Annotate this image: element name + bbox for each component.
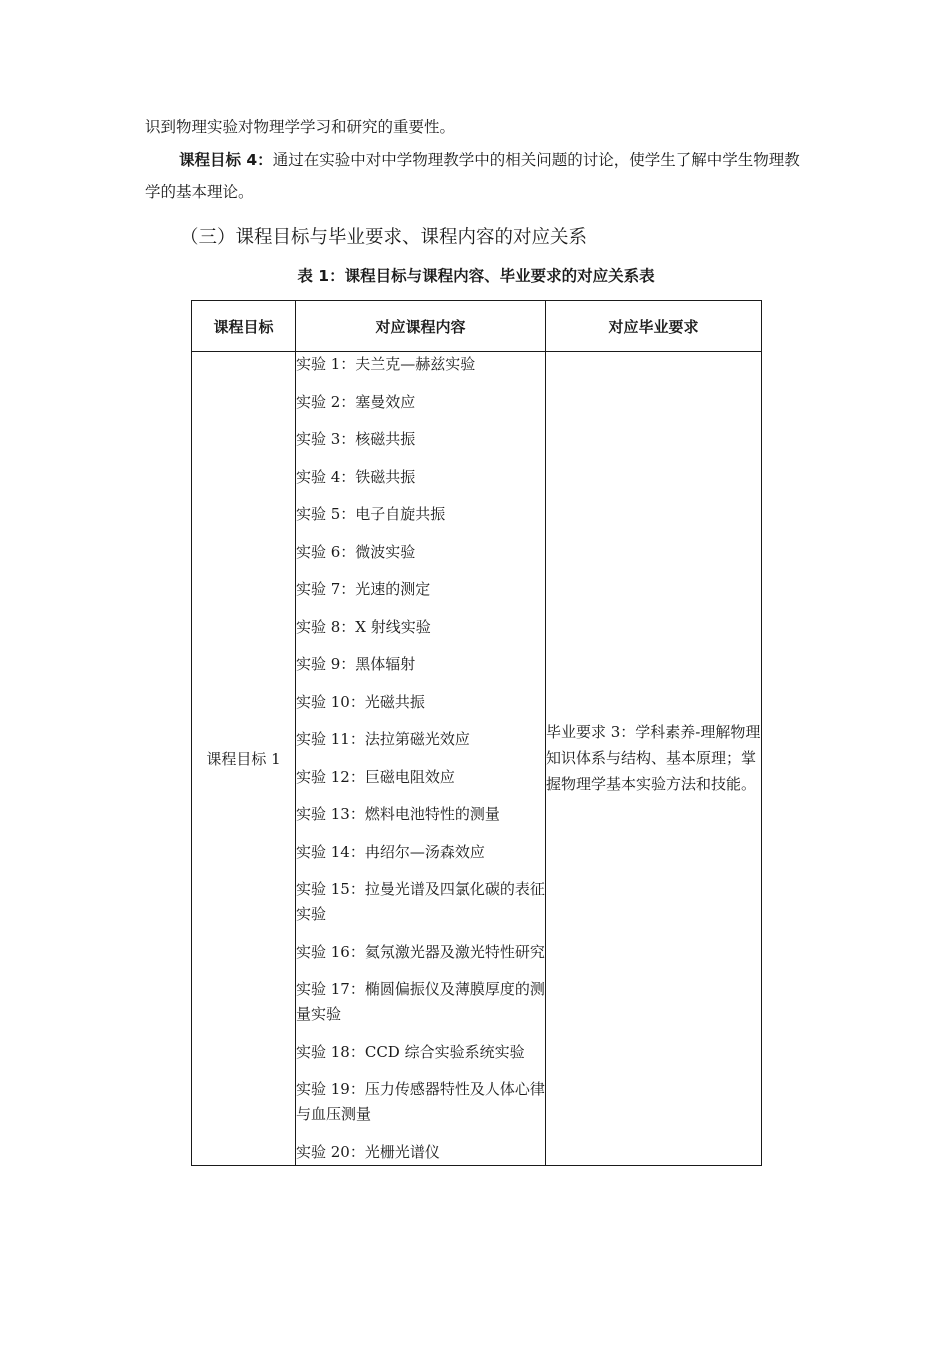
list-item: 实验 11：法拉第磁光效应 bbox=[296, 730, 470, 748]
list-item: 实验 13：燃料电池特性的测量 bbox=[296, 805, 500, 823]
mapping-table bbox=[191, 300, 762, 1166]
list-item: 实验 20：光栅光谱仪 bbox=[296, 1142, 440, 1161]
list-item: 实验 16：氦氖激光器及激光特性研究 bbox=[296, 942, 545, 961]
table-caption: 表 1：课程目标与课程内容、毕业要求的对应关系表 bbox=[297, 267, 655, 285]
list-item: 实验 19：压力传感器特性及人体心律与血压测量 bbox=[296, 1080, 545, 1123]
list-item: 实验 6：微波实验 bbox=[296, 542, 416, 561]
header-course-goal: 课程目标 bbox=[192, 301, 296, 352]
section-title: （三）课程目标与毕业要求、课程内容的对应关系 bbox=[180, 227, 588, 248]
graduation-requirement-cell: 毕业要求 3：学科素养-理解物理知识体系与结构、基本原理；掌握物理学基本实验方法和技能。 bbox=[546, 352, 762, 1166]
header-course-content: 对应课程内容 bbox=[296, 301, 546, 352]
course-content-cell bbox=[296, 352, 546, 1166]
list-item: 实验 18：CCD 综合实验系统实验 bbox=[296, 1042, 525, 1061]
course-goal-4-label: 课程目标 4： bbox=[179, 151, 273, 169]
list-item: 实验 17：椭圆偏振仪及薄膜厚度的测量实验 bbox=[296, 980, 545, 1023]
table-header-row bbox=[192, 301, 762, 352]
list-item: 实验 8：X 射线实验 bbox=[296, 617, 431, 636]
experiment-list bbox=[296, 352, 545, 1165]
course-goal-cell: 课程目标 1 bbox=[192, 352, 296, 1166]
list-item: 实验 14：冉绍尔—汤森效应 bbox=[296, 842, 485, 861]
paragraph-course-goal-4 bbox=[145, 144, 813, 208]
list-item: 实验 3：核磁共振 bbox=[296, 430, 416, 448]
list-item: 实验 1：夫兰克—赫兹实验 bbox=[296, 355, 476, 373]
list-item: 实验 9：黑体辐射 bbox=[296, 655, 416, 673]
list-item: 实验 7：光速的测定 bbox=[296, 580, 431, 598]
table-row bbox=[192, 352, 762, 1166]
list-item: 实验 15：拉曼光谱及四氯化碳的表征实验 bbox=[296, 880, 545, 923]
list-item: 实验 12：巨磁电阻效应 bbox=[296, 767, 455, 786]
list-item: 实验 4：铁磁共振 bbox=[296, 467, 416, 486]
list-item: 实验 2：塞曼效应 bbox=[296, 392, 416, 411]
paragraph-continuation: 识到物理实验对物理学学习和研究的重要性。 bbox=[145, 118, 456, 136]
list-item: 实验 5：电子自旋共振 bbox=[296, 505, 446, 523]
header-graduation-requirement: 对应毕业要求 bbox=[546, 301, 762, 352]
list-item: 实验 10：光磁共振 bbox=[296, 692, 425, 711]
course-goal-4-text: 通过在实验中对中学物理教学中的相关问题的讨论，使学生了解中学生物理教学的基本理论。 bbox=[145, 151, 800, 201]
